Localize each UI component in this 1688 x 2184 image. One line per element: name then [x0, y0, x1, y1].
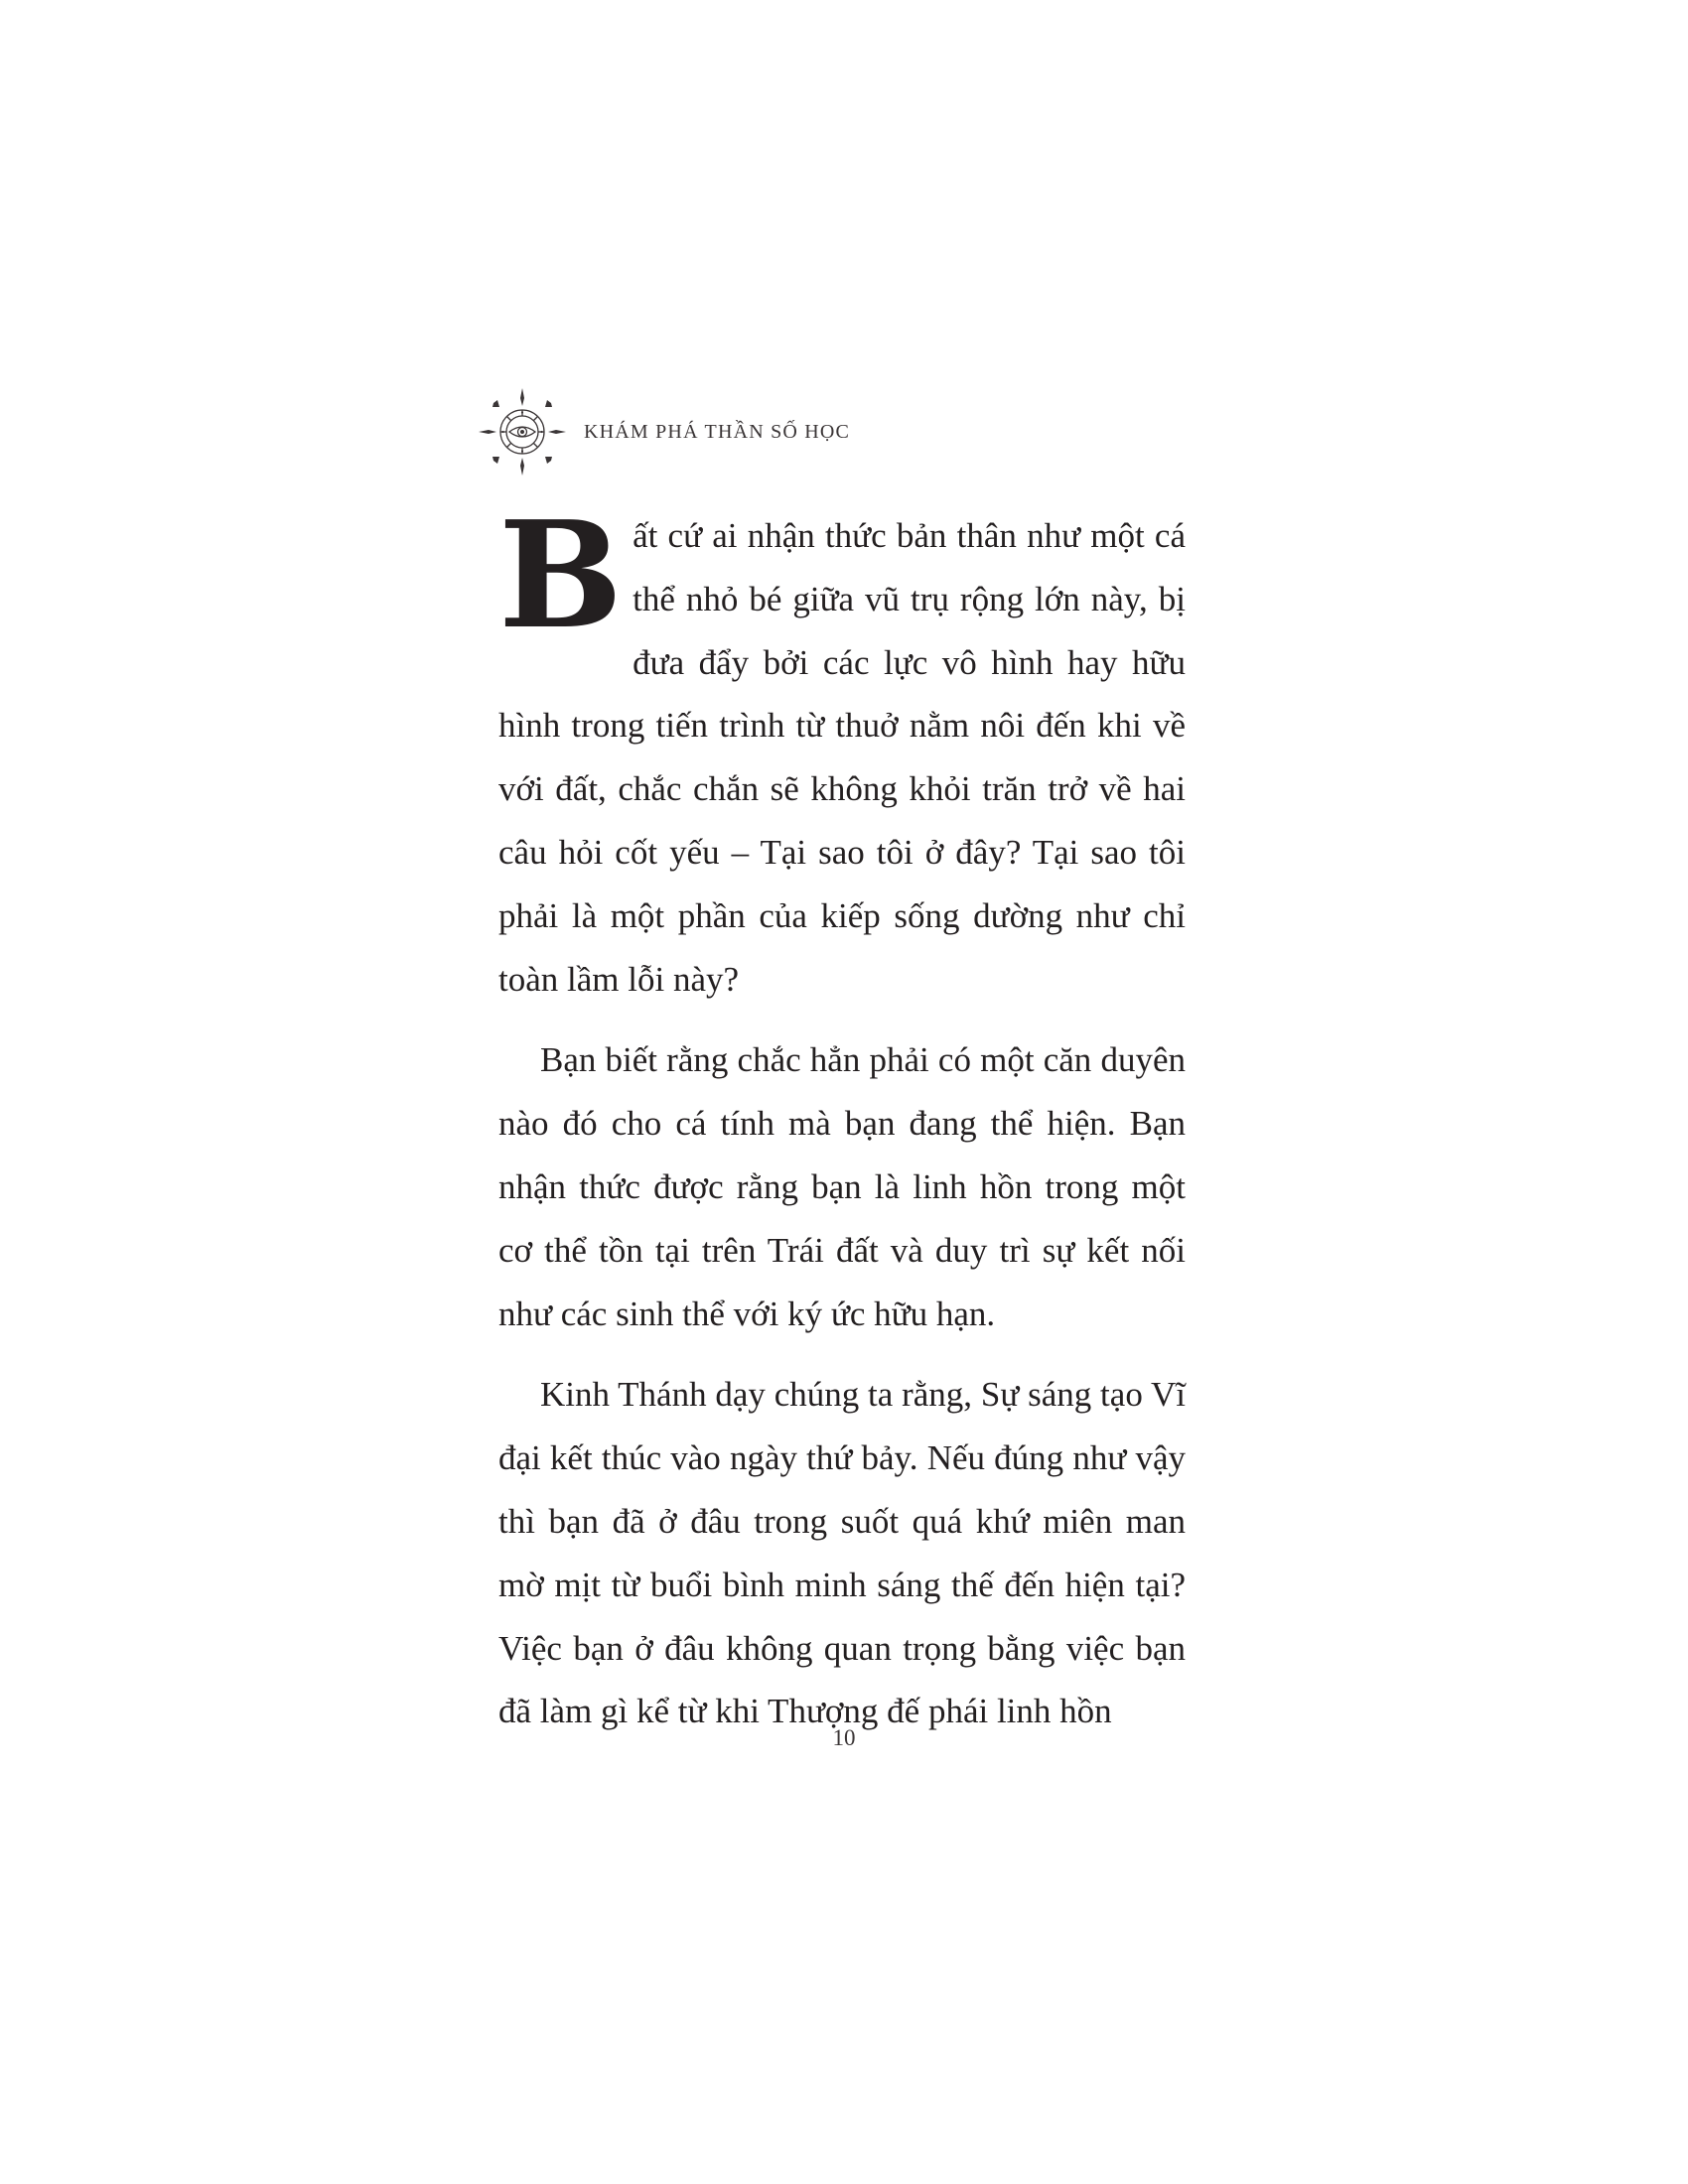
- paragraph-1: [498, 488, 1186, 1011]
- eye-compass-ornament-icon: [477, 386, 568, 478]
- drop-cap-letter: B: [498, 488, 624, 661]
- paragraph-2: Bạn biết rằng chắc hẳn phải có một căn duyên nào đó cho cá tính mà bạn đang thể hiện. Bạn nhận thức được rằng bạn là linh hồn trong một cơ thể tồn tại trên Trái đất và duy trì sự kết nối như các sinh thể với ký ức hữu hạn.: [498, 1040, 1186, 1333]
- paragraph-3: Kinh Thánh dạy chúng ta rằng, Sự sáng tạo Vĩ đại kết thúc vào ngày thứ bảy. Nếu đúng như vậy thì bạn đã ở đâu trong suốt quá khứ miên man mờ mịt từ buổi bình minh sáng thế đến hiện tại? Việc bạn ở đâu không quan trọng bằng việc bạn đã làm gì kể từ khi Thượng đế phái linh hồn: [498, 1375, 1186, 1731]
- page-number: 10: [832, 1725, 856, 1750]
- paragraph-1-text: ất cứ ai nhận thức bản thân như một cá thể nhỏ bé giữa vũ trụ rộng lớn này, bị đưa đẩy bởi các lực vô hình hay hữu hình trong tiến trình từ thuở nằm nôi đến khi về với đất, chắc chắn sẽ không khỏi trăn trở về hai câu hỏi cốt yếu – Tại sao tôi ở đây? Tại sao tôi phải là một phần của kiếp sống dường như chỉ toàn lầm lỗi này?: [498, 516, 1186, 999]
- running-header: [477, 387, 850, 477]
- body-text: [498, 488, 1186, 1743]
- running-header-title: KHÁM PHÁ THẦN SỐ HỌC: [584, 420, 851, 443]
